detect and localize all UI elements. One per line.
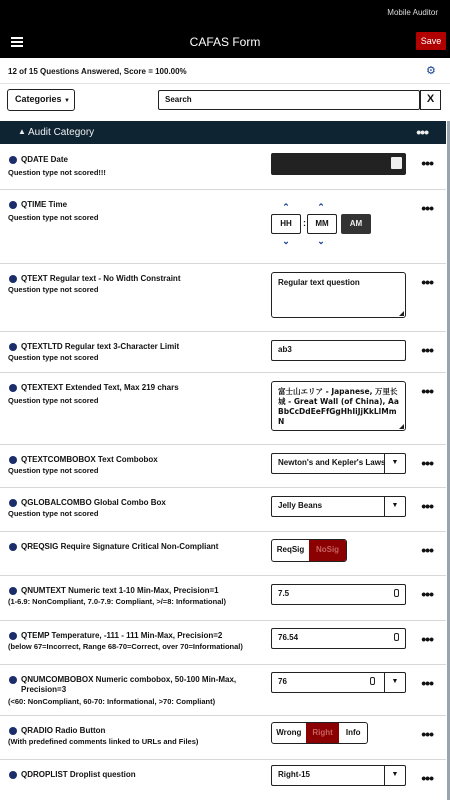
more-options-icon[interactable]: •••: [421, 675, 433, 691]
question-title: QDROPLIST Droplist question: [21, 770, 136, 779]
question-title: QREQSIG Require Signature Critical Non-Compliant: [21, 542, 219, 551]
bullet-icon: [9, 676, 17, 684]
question-subtitle: Question type not scored: [8, 353, 99, 362]
more-options-icon[interactable]: •••: [421, 383, 433, 399]
time-separator: :: [303, 218, 306, 228]
question-subtitle: (<60: NonCompliant, 60-70: Informational, >70: Compliant): [8, 697, 216, 706]
gear-icon[interactable]: ⚙: [426, 65, 436, 77]
more-options-icon[interactable]: •••: [421, 586, 433, 602]
droplist-value: Right-15: [278, 770, 310, 779]
category-more-icon[interactable]: •••: [416, 124, 428, 140]
temperature-input[interactable]: [271, 628, 406, 649]
caret-down-icon: ▼: [64, 98, 70, 104]
status-row: [0, 58, 450, 84]
resize-handle-icon[interactable]: [399, 424, 404, 429]
question-row: [0, 332, 446, 373]
more-options-icon[interactable]: •••: [421, 770, 433, 786]
question-row: [0, 576, 446, 621]
clear-search-button[interactable]: X: [420, 90, 441, 110]
date-input[interactable]: [271, 153, 406, 175]
numeric-value: 7.5: [278, 589, 290, 598]
bullet-icon: [9, 156, 17, 164]
collapse-caret-icon[interactable]: ▲: [18, 127, 26, 136]
question-row: [0, 621, 446, 665]
chevron-down-icon[interactable]: ▼: [384, 454, 405, 473]
option-nosig[interactable]: NoSig: [309, 540, 346, 561]
question-title: QTEXT Regular text - No Width Constraint: [21, 274, 181, 283]
question-row: [0, 760, 446, 800]
chevron-down-icon[interactable]: ▼: [384, 766, 405, 785]
radio-group[interactable]: [271, 722, 368, 744]
bullet-icon: [9, 456, 17, 464]
question-subtitle: (1-6.9: NonCompliant, 7.0-7.9: Compliant, >/=8: Informational): [8, 597, 226, 606]
question-subtitle: Question type not scored: [8, 285, 99, 294]
progress-status: 12 of 15 Questions Answered, Score = 100.00%: [8, 67, 187, 76]
question-subtitle: Question type not scored!!!: [8, 168, 106, 177]
hour-up-chevron-icon[interactable]: ⌃: [282, 202, 290, 212]
chevron-down-icon[interactable]: ▼: [384, 497, 405, 516]
question-subtitle: Question type not scored: [8, 213, 99, 222]
search-input[interactable]: Search: [158, 90, 420, 110]
combobox-value: Jelly Beans: [278, 501, 323, 510]
spinner-icon[interactable]: [394, 589, 399, 597]
minute-up-chevron-icon[interactable]: ⌃: [317, 202, 325, 212]
option-wrong[interactable]: Wrong: [276, 728, 302, 737]
save-button[interactable]: Save: [416, 32, 446, 50]
question-title: QRADIO Radio Button: [21, 726, 106, 735]
question-title: QTEXTEXT Extended Text, Max 219 chars: [21, 383, 179, 392]
temperature-value: 76.54: [278, 633, 299, 642]
more-options-icon[interactable]: •••: [421, 498, 433, 514]
bullet-icon: [9, 587, 17, 595]
text-combobox[interactable]: [271, 453, 406, 474]
question-row: [0, 190, 446, 264]
question-subtitle: (below 67=Incorrect, Range 68-70=Correct, over 70=Informational): [8, 642, 243, 651]
filter-bar: [0, 84, 450, 120]
numeric-input[interactable]: [271, 584, 406, 605]
option-right[interactable]: Right: [306, 723, 340, 743]
spinner-icon[interactable]: [370, 677, 375, 685]
question-title: QTEMP Temperature, -111 - 111 Min-Max, Precision=2: [21, 631, 223, 640]
question-subtitle: Question type not scored: [8, 509, 99, 518]
combobox-value: 76: [278, 677, 287, 686]
more-options-icon[interactable]: •••: [421, 155, 433, 171]
question-title: QTEXTCOMBOBOX Text Combobox: [21, 455, 158, 464]
text-area[interactable]: [271, 272, 406, 318]
question-row: [0, 716, 446, 760]
more-options-icon[interactable]: •••: [421, 455, 433, 471]
bullet-icon: [9, 384, 17, 392]
more-options-icon[interactable]: •••: [421, 726, 433, 742]
app-header: [0, 0, 450, 58]
more-options-icon[interactable]: •••: [421, 274, 433, 290]
more-options-icon[interactable]: •••: [421, 200, 433, 216]
text-value: Regular text question: [278, 278, 360, 287]
question-row: [0, 665, 446, 716]
bullet-icon: [9, 727, 17, 735]
question-title: QNUMTEXT Numeric text 1-10 Min-Max, Precision=1: [21, 586, 219, 595]
more-options-icon[interactable]: •••: [421, 542, 433, 558]
question-row: [0, 532, 446, 576]
more-options-icon[interactable]: •••: [421, 631, 433, 647]
text-value: 富士山エリア - Japanese, 万里长城 - Great Wall (of China), AaBbCcDdEeFfGgHhIiJjKkLlMmN: [278, 387, 399, 426]
categories-dropdown[interactable]: [7, 89, 75, 111]
bullet-icon: [9, 499, 17, 507]
category-name: Audit Category: [28, 127, 95, 138]
global-combobox[interactable]: [271, 496, 406, 517]
option-info[interactable]: Info: [345, 728, 361, 737]
ampm-toggle[interactable]: AM: [341, 214, 371, 234]
chevron-down-icon[interactable]: ▼: [384, 673, 405, 692]
minute-down-chevron-icon[interactable]: ⌄: [317, 236, 325, 246]
signature-toggle[interactable]: [271, 539, 347, 562]
categories-label: Categories: [15, 94, 62, 104]
extended-text-area[interactable]: [271, 381, 406, 431]
bullet-icon: [9, 543, 17, 551]
more-options-icon[interactable]: •••: [421, 342, 433, 358]
page-title: CAFAS Form: [189, 35, 261, 49]
question-title: QTIME Time: [21, 200, 68, 209]
question-title: QNUMCOMBOBOX Numeric combobox, 50-100 Min-Max, Precision=3: [21, 675, 237, 694]
hour-input[interactable]: HH: [271, 214, 301, 234]
category-header[interactable]: [0, 121, 446, 144]
question-subtitle: Question type not scored: [8, 466, 99, 475]
minute-input[interactable]: MM: [307, 214, 337, 234]
question-title: QTEXTLTD Regular text 3-Character Limit: [21, 342, 180, 351]
question-title: QDATE Date: [21, 155, 68, 164]
droplist[interactable]: [271, 765, 406, 786]
device-label: Mobile Auditor: [387, 8, 438, 17]
bullet-icon: [9, 771, 17, 779]
spinner-icon[interactable]: [394, 633, 399, 641]
question-subtitle: Question type not scored: [8, 396, 99, 405]
question-row: [0, 488, 446, 532]
question-row: [0, 145, 446, 190]
bullet-icon: [9, 275, 17, 283]
question-row: [0, 373, 446, 445]
bullet-icon: [9, 201, 17, 209]
question-subtitle: (With predefined comments linked to URLs and Files): [8, 737, 199, 746]
calendar-icon[interactable]: [391, 157, 402, 169]
resize-handle-icon[interactable]: [399, 311, 404, 316]
hour-down-chevron-icon[interactable]: ⌄: [282, 236, 290, 246]
bullet-icon: [9, 632, 17, 640]
combobox-value: Newton's and Kepler's Laws: [278, 458, 386, 467]
numeric-combobox[interactable]: [271, 672, 406, 693]
bullet-icon: [9, 343, 17, 351]
question-title: QGLOBALCOMBO Global Combo Box: [21, 498, 166, 507]
option-reqsig[interactable]: ReqSig: [276, 545, 305, 554]
question-row: [0, 264, 446, 332]
text-input[interactable]: ab3: [271, 340, 406, 361]
question-row: [0, 445, 446, 488]
